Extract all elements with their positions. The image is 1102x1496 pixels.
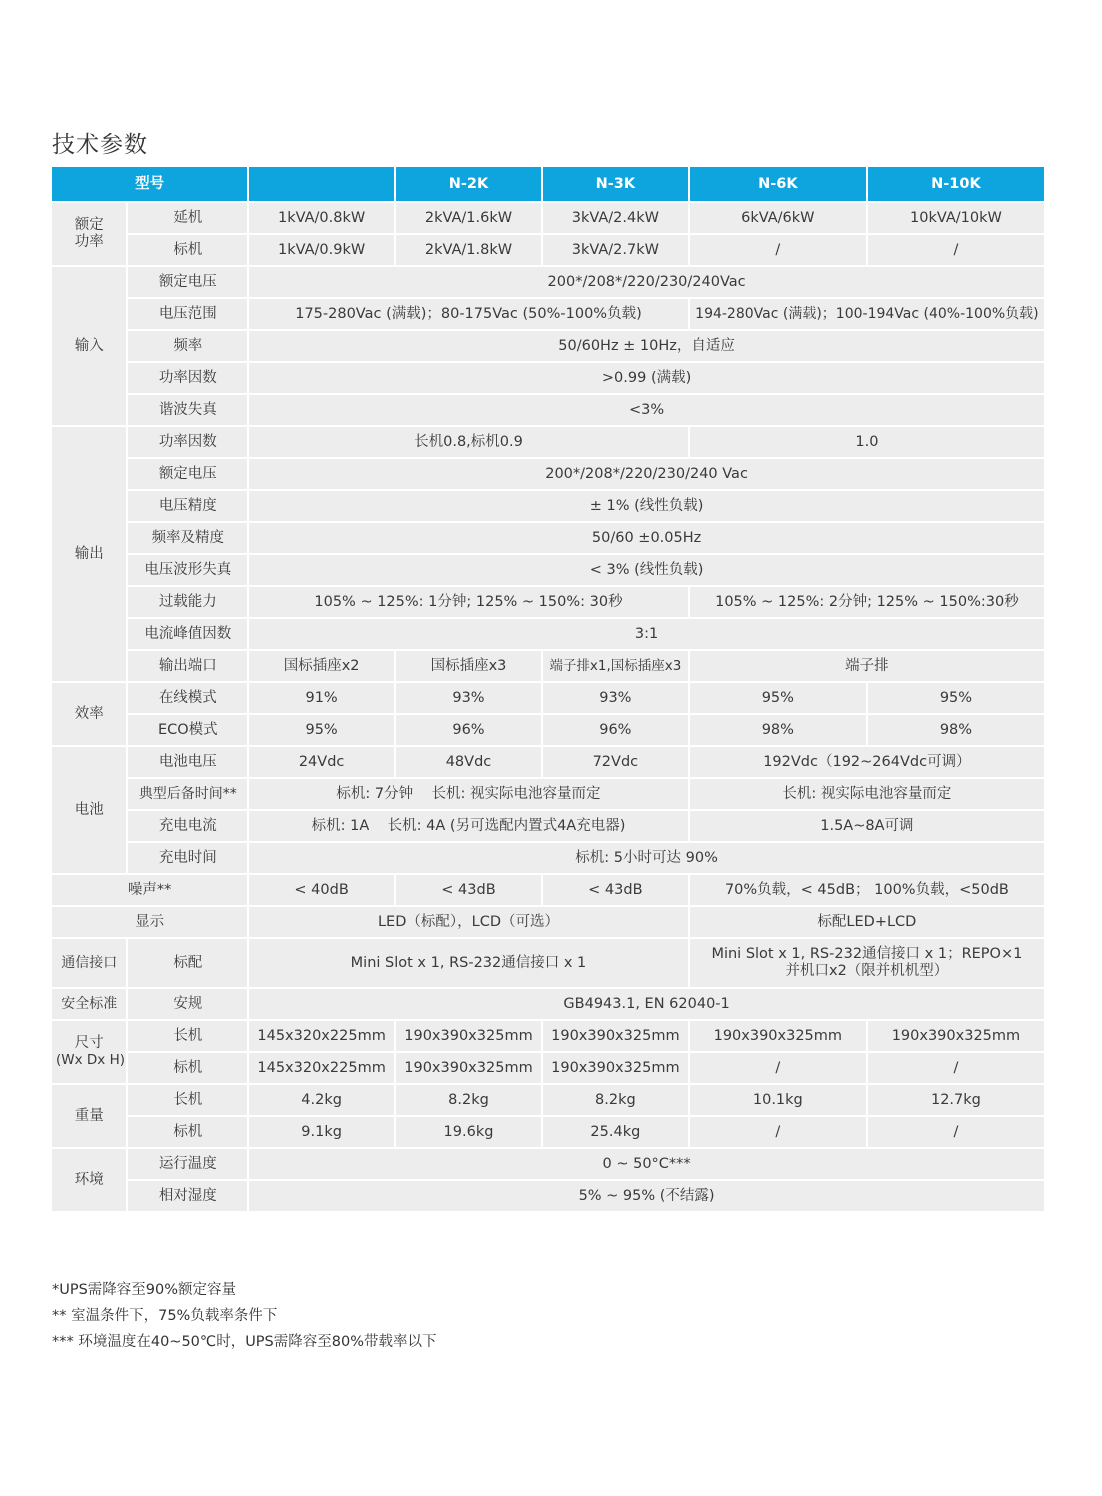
row-label: 电池电压 (128, 747, 247, 777)
table-cell: 190x390x325mm (690, 1021, 866, 1051)
table-row (52, 907, 1044, 937)
table-row (52, 491, 1044, 521)
table-cell: 长机: 视实际电池容量而定 (690, 779, 1044, 809)
group-rated-power: 额定 功率 (52, 203, 126, 265)
table-row (52, 331, 1044, 361)
model-n2k: N-2K (396, 167, 541, 201)
table-cell: < 43dB (396, 875, 541, 905)
row-label: 相对湿度 (128, 1181, 247, 1211)
row-label: 电压波形失真 (128, 555, 247, 585)
comm-line-1: Mini Slot x 1, RS-232通信接口 x 1；REPO×1 (711, 946, 1023, 962)
group-environment: 环境 (52, 1149, 126, 1211)
row-label: 充电电流 (128, 811, 247, 841)
table-cell: 96% (543, 715, 688, 745)
table-cell: 98% (690, 715, 866, 745)
group-output: 输出 (52, 427, 126, 681)
dimensions-unit: (Wx Dx H) (56, 1052, 125, 1068)
row-label: 电流峰值因数 (128, 619, 247, 649)
table-cell: 国标插座x3 (396, 651, 541, 681)
table-cell: 标机: 1A 长机: 4A (另可选配内置式4A充电器) (249, 811, 688, 841)
table-cell: 25.4kg (543, 1117, 688, 1147)
spec-table (50, 165, 1046, 1213)
row-label: 谐波失真 (128, 395, 247, 425)
table-cell: 95% (249, 715, 394, 745)
row-label: ECO模式 (128, 715, 247, 745)
table-cell: 端子排x1,国标插座x3 (543, 651, 688, 681)
table-row (52, 619, 1044, 649)
table-cell: < 43dB (543, 875, 688, 905)
table-row (52, 555, 1044, 585)
table-cell: / (690, 1117, 866, 1147)
table-cell: 1kVA/0.9kW (249, 235, 394, 265)
table-cell: 标配LED+LCD (690, 907, 1044, 937)
table-row (52, 363, 1044, 393)
table-row (52, 427, 1044, 457)
table-cell: 105% ~ 125%: 1分钟; 125% ~ 150%: 30秒 (249, 587, 688, 617)
table-cell: 12.7kg (868, 1085, 1044, 1115)
table-cell: / (868, 235, 1044, 265)
table-cell: / (868, 1053, 1044, 1083)
table-cell: < 40dB (249, 875, 394, 905)
table-row (52, 747, 1044, 777)
row-label: 运行温度 (128, 1149, 247, 1179)
table-row (52, 1149, 1044, 1179)
table-row (52, 651, 1044, 681)
table-cell: 93% (543, 683, 688, 713)
table-cell: 95% (868, 683, 1044, 713)
group-dimensions (52, 1021, 126, 1083)
table-row (52, 779, 1044, 809)
table-cell (690, 939, 1044, 987)
table-cell: 1.5A~8A可调 (690, 811, 1044, 841)
table-cell: GB4943.1, EN 62040-1 (249, 989, 1044, 1019)
table-row (52, 1053, 1044, 1083)
table-cell: 1.0 (690, 427, 1044, 457)
row-label: 电压精度 (128, 491, 247, 521)
table-cell: < 3% (线性负载) (249, 555, 1044, 585)
table-cell: Mini Slot x 1, RS-232通信接口 x 1 (249, 939, 688, 987)
table-cell: 190x390x325mm (396, 1021, 541, 1051)
table-row (52, 939, 1044, 987)
table-cell: 105% ~ 125%: 2分钟; 125% ~ 150%:30秒 (690, 587, 1044, 617)
table-cell: 190x390x325mm (543, 1021, 688, 1051)
table-cell: LED（标配），LCD（可选） (249, 907, 688, 937)
table-cell: 5% ~ 95% (不结露) (249, 1181, 1044, 1211)
table-row (52, 523, 1044, 553)
row-label: 频率及精度 (128, 523, 247, 553)
table-row (52, 875, 1044, 905)
table-cell: / (690, 1053, 866, 1083)
table-cell: 190x390x325mm (868, 1021, 1044, 1051)
group-efficiency: 效率 (52, 683, 126, 745)
table-cell: 96% (396, 715, 541, 745)
model-n3k: N-3K (543, 167, 688, 201)
table-cell: 50/60 ±0.05Hz (249, 523, 1044, 553)
footnote: *UPS需降容至90%额定容量 (52, 1282, 237, 1298)
table-row (52, 1181, 1044, 1211)
row-label: 功率因数 (128, 363, 247, 393)
table-row (52, 811, 1044, 841)
table-cell: 98% (868, 715, 1044, 745)
header-row (52, 167, 1044, 201)
table-row (52, 1085, 1044, 1115)
footnote: *** 环境温度在40~50℃时，UPS需降容至80%带载率以下 (52, 1334, 437, 1350)
table-cell: 3:1 (249, 619, 1044, 649)
table-cell: 长机0.8,标机0.9 (249, 427, 688, 457)
model-n10k: N-10K (868, 167, 1044, 201)
table-cell: 0 ~ 50°C*** (249, 1149, 1044, 1179)
table-cell: 国标插座x2 (249, 651, 394, 681)
table-row (52, 715, 1044, 745)
table-cell: 190x390x325mm (543, 1053, 688, 1083)
row-label: 噪声** (52, 875, 247, 905)
row-label: 额定电压 (128, 459, 247, 489)
footnote: ** 室温条件下，75%负载率条件下 (52, 1308, 278, 1324)
table-cell: 145x320x225mm (249, 1053, 394, 1083)
row-label: 功率因数 (128, 427, 247, 457)
row-label: 过载能力 (128, 587, 247, 617)
table-cell: 190x390x325mm (396, 1053, 541, 1083)
table-cell: 95% (690, 683, 866, 713)
row-label: 标配 (128, 939, 247, 987)
table-cell: 2kVA/1.8kW (396, 235, 541, 265)
table-row (52, 843, 1044, 873)
table-cell: 标机: 7分钟 长机: 视实际电池容量而定 (249, 779, 688, 809)
model-label: 型号 (52, 167, 247, 201)
table-row (52, 1117, 1044, 1147)
row-label: 频率 (128, 331, 247, 361)
row-label: 标机 (128, 235, 247, 265)
table-cell: 1kVA/0.8kW (249, 203, 394, 233)
table-cell: 175-280Vac (满载)；80-175Vac (50%-100%负载) (249, 299, 688, 329)
table-cell: 50/60Hz ± 10Hz，自适应 (249, 331, 1044, 361)
table-row (52, 235, 1044, 265)
table-cell: 200*/208*/220/230/240Vac (249, 267, 1044, 297)
table-cell: 72Vdc (543, 747, 688, 777)
table-row (52, 395, 1044, 425)
group-safety: 安全标准 (52, 989, 126, 1019)
table-cell: 3kVA/2.7kW (543, 235, 688, 265)
table-row (52, 989, 1044, 1019)
table-cell: >0.99 (满载) (249, 363, 1044, 393)
table-row (52, 459, 1044, 489)
table-cell: / (868, 1117, 1044, 1147)
row-label: 充电时间 (128, 843, 247, 873)
row-label: 安规 (128, 989, 247, 1019)
row-label: 延机 (128, 203, 247, 233)
model-n6k: N-6K (690, 167, 866, 201)
table-cell: 端子排 (690, 651, 1044, 681)
table-cell: 93% (396, 683, 541, 713)
table-cell: 8.2kg (396, 1085, 541, 1115)
table-cell: 8.2kg (543, 1085, 688, 1115)
row-label: 在线模式 (128, 683, 247, 713)
table-row (52, 267, 1044, 297)
table-cell: 19.6kg (396, 1117, 541, 1147)
row-label: 标机 (128, 1053, 247, 1083)
table-cell: 3kVA/2.4kW (543, 203, 688, 233)
table-cell: 9.1kg (249, 1117, 394, 1147)
row-label: 长机 (128, 1021, 247, 1051)
group-weight: 重量 (52, 1085, 126, 1147)
table-cell: 70%负载，< 45dB； 100%负载，<50dB (690, 875, 1044, 905)
table-row (52, 1021, 1044, 1051)
table-cell: 10kVA/10kW (868, 203, 1044, 233)
table-cell: 标机: 5小时可达 90% (249, 843, 1044, 873)
table-row (52, 587, 1044, 617)
row-label: 额定电压 (128, 267, 247, 297)
table-cell: 200*/208*/220/230/240 Vac (249, 459, 1044, 489)
table-cell: 91% (249, 683, 394, 713)
group-battery: 电池 (52, 747, 126, 873)
row-label: 长机 (128, 1085, 247, 1115)
row-label: 标机 (128, 1117, 247, 1147)
table-cell: 194-280Vac (满载)；100-194Vac (40%-100%负载) (690, 299, 1044, 329)
table-cell: 2kVA/1.6kW (396, 203, 541, 233)
table-cell: 4.2kg (249, 1085, 394, 1115)
table-cell: 48Vdc (396, 747, 541, 777)
row-label: 输出端口 (128, 651, 247, 681)
table-cell: / (690, 235, 866, 265)
page-title: 技术参数 (52, 132, 148, 158)
table-row (52, 203, 1044, 233)
table-cell: 6kVA/6kW (690, 203, 866, 233)
table-cell: 24Vdc (249, 747, 394, 777)
table-row (52, 299, 1044, 329)
dimensions-label: 尺寸 (74, 1035, 104, 1051)
row-label: 显示 (52, 907, 247, 937)
group-input: 输入 (52, 267, 126, 425)
model-n1k: N-1K (249, 167, 394, 201)
footnotes (52, 1277, 436, 1355)
group-comm: 通信接口 (52, 939, 126, 987)
row-label: 电压范围 (128, 299, 247, 329)
table-cell: 10.1kg (690, 1085, 866, 1115)
table-cell: 192Vdc（192~264Vdc可调） (690, 747, 1044, 777)
table-cell: ± 1% (线性负载) (249, 491, 1044, 521)
row-label: 典型后备时间** (128, 779, 247, 809)
table-cell: <3% (249, 395, 1044, 425)
table-row (52, 683, 1044, 713)
comm-line-2: 并机口x2（限并机机型） (785, 963, 949, 979)
table-cell: 145x320x225mm (249, 1021, 394, 1051)
